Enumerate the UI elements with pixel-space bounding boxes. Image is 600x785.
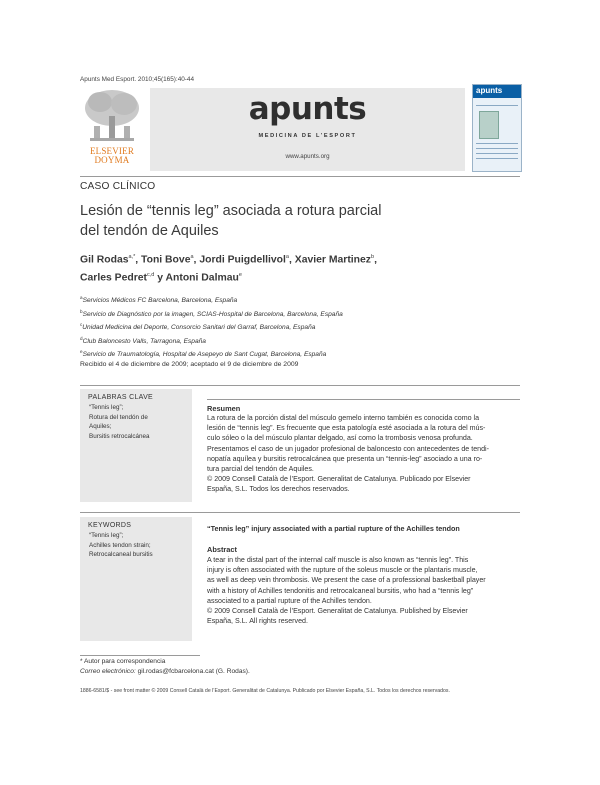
affiliation-list	[80, 293, 520, 361]
journal-subtitle: MEDICINA DE L’ESPORT	[258, 133, 357, 139]
keywords-box-en	[80, 517, 192, 641]
abstract-line: A tear in the distal part of the internal calf muscle is also known as “tennis leg”. This	[207, 556, 469, 564]
author-affil-sup: b	[371, 254, 375, 260]
email-label: Correo electrónico:	[80, 668, 136, 675]
abstract-line: associated to a partial rupture of the Achilles tendon.	[207, 596, 372, 605]
corresponding-author-note: * Autor para correspondencia	[80, 658, 166, 665]
abstract-line: España, S.L. All rights reserved.	[207, 617, 308, 626]
publisher-logo-line: ELSEVIER	[89, 146, 135, 156]
publisher-logo-line: DOYMA	[94, 155, 130, 165]
article-title-line: Lesión de “tennis leg” asociada a rotura parcial	[80, 203, 382, 219]
author-name: Carles Pedret	[80, 272, 147, 284]
publisher-logo-text	[80, 147, 144, 165]
affiliation-item	[80, 334, 520, 348]
resumen-heading: Resumen	[207, 404, 241, 413]
affiliation-sup: b	[80, 308, 83, 314]
affiliation-sup: d	[80, 335, 83, 341]
section-divider	[80, 512, 520, 513]
affiliation-text: Servicio de Traumatología, Hospital de Asepeyo de Sant Cugat, Barcelona, España	[82, 351, 327, 359]
received-dates: Recibido el 4 de diciembre de 2009; aceptado el 9 de diciembre de 2009	[80, 361, 299, 368]
abstract-line: © 2009 Consell Català de l’Esport. Generalitat de Catalunya. Published by Elsevier	[207, 607, 468, 616]
author-name: Toni Bove	[141, 254, 191, 266]
email-note	[80, 668, 250, 675]
author-affil-sup: c,d	[147, 271, 155, 278]
affiliation-text: Unidad Medicina del Deporte, Consorcio Sanitari del Garraf, Barcelona, España	[82, 324, 316, 332]
abstract-heading: Abstract	[207, 545, 237, 554]
keyword-item: Retrocalcaneal bursitis	[89, 551, 153, 558]
cover-text-line	[476, 153, 518, 154]
abstract-line: injury is often associated with the rupture of the soleus muscle or the plantaris muscle,	[207, 566, 478, 575]
author-separator: ,	[374, 254, 377, 266]
abstract-line: with a history of Achilles tendonitis and retrocalcaneal bursitis, who had a “tennis leg”	[207, 586, 474, 595]
affiliation-item	[80, 347, 520, 361]
author-affil-sup: a,*	[128, 254, 136, 260]
cover-text-line	[476, 148, 518, 149]
keyword-item: “Tennis leg”;	[89, 532, 124, 539]
resumen-line: La rotura de la porción distal del músculo gemelo interno también es conocida como la	[207, 414, 480, 422]
keywords-list	[80, 401, 192, 441]
abstract-body	[207, 555, 520, 626]
keyword-item: Achilles tendon strain;	[89, 541, 151, 549]
journal-citation: Apunts Med Esport. 2010;45(165):40-44	[80, 76, 195, 83]
keywords-box-es	[80, 389, 192, 502]
journal-url[interactable]: www.apunts.org	[285, 153, 330, 160]
cover-image	[479, 111, 499, 139]
article-title	[80, 202, 440, 241]
english-title: “Tennis leg” injury associated with a partial rupture of the Achilles tendon	[207, 524, 460, 533]
resumen-line: Presentamos el caso de un jugador profesional de baloncesto con antecedentes de tendi-	[207, 444, 489, 453]
header-divider	[80, 176, 520, 177]
author-name: Antoni Dalmau	[165, 272, 239, 284]
resumen-line: tura parcial del tendón de Aquiles.	[207, 465, 314, 474]
cover-text-line	[476, 143, 518, 144]
email-link[interactable]: gil.rodas@fcbarcelona.cat (G. Rodas).	[137, 668, 250, 675]
author-name: Xavier Martinez	[294, 254, 371, 266]
tree-icon	[82, 86, 142, 148]
cover-text-line	[476, 158, 518, 159]
resumen-line: España, S.L. Todos los derechos reservados.	[207, 485, 350, 494]
resumen-line: lesión de “tennis leg”. Es frecuente que esta patología esté asociada a la rotura del mús-	[207, 424, 486, 433]
cover-header	[473, 85, 521, 98]
author-affil-sup: e	[238, 271, 242, 278]
affiliation-sup: e	[80, 349, 83, 355]
keyword-item: Bursitis retrocalcánea	[89, 432, 150, 440]
abstract-line: as well as deep vein thrombosis. We present the case of a professional basketball player	[207, 576, 486, 585]
journal-brand: apunts	[248, 91, 367, 127]
affiliation-text: Servicios Médicos FC Barcelona, Barcelona, España	[82, 297, 238, 305]
resumen-body	[207, 413, 520, 495]
affiliation-text: Servicio de Diagnóstico por la imagen, SCIAS-Hospital de Barcelona, Barcelona, España	[82, 310, 343, 318]
keyword-item: Aquiles;	[89, 423, 112, 430]
keyword-item: “Tennis leg”;	[89, 404, 124, 411]
article-title-line: del tendón de Aquiles	[80, 222, 219, 239]
resumen-line: culo sóleo o la del músculo plantar delgado, así como la trombosis venosa profunda.	[207, 434, 473, 443]
author-list	[80, 250, 440, 286]
affiliation-sup: c	[80, 322, 83, 328]
affiliation-text: Club Baloncesto Valls, Tarragona, España	[82, 337, 206, 345]
abstract-rule	[207, 399, 520, 400]
author-affil-sup: a	[190, 254, 194, 260]
author-affil-sup: a	[285, 254, 289, 260]
cover-text-line	[476, 105, 518, 106]
author-separator: y	[154, 272, 166, 284]
author-separator: ,	[288, 254, 295, 266]
author-name: Jordi Puigdellivol	[199, 254, 286, 266]
footnote-divider	[80, 655, 200, 656]
journal-cover-thumbnail	[472, 84, 522, 172]
resumen-line: nopatía aquílea y bursitis retrocalcánea que presenta un “tennis-leg” asociado a una ro-	[207, 454, 483, 463]
author-separator: ,	[135, 254, 142, 266]
cover-title: apunts	[476, 86, 503, 95]
affiliation-item	[80, 293, 520, 307]
keyword-item: Rotura del tendón de	[89, 413, 148, 421]
keywords-heading: KEYWORDS	[88, 522, 132, 529]
issn-copyright-line: 1886-6581/$ - see front matter © 2009 Consell Català de l’Esport. Generalitat de Catalunya. Publicado por Elsevier España, S.L. Todos los derechos reservados.	[80, 688, 450, 694]
keywords-list	[80, 529, 192, 560]
section-divider	[80, 385, 520, 386]
section-label: CASO CLÍNICO	[80, 181, 156, 192]
author-name: Gil Rodas	[80, 254, 129, 266]
affiliation-item	[80, 320, 520, 334]
resumen-line: © 2009 Consell Català de l’Esport. Generalitat de Catalunya. Publicado por Elsevier	[207, 475, 471, 484]
affiliation-sup: a	[80, 295, 83, 300]
affiliation-item	[80, 307, 520, 321]
keywords-heading: PALABRAS CLAVE	[88, 394, 154, 401]
author-separator: ,	[193, 254, 200, 266]
